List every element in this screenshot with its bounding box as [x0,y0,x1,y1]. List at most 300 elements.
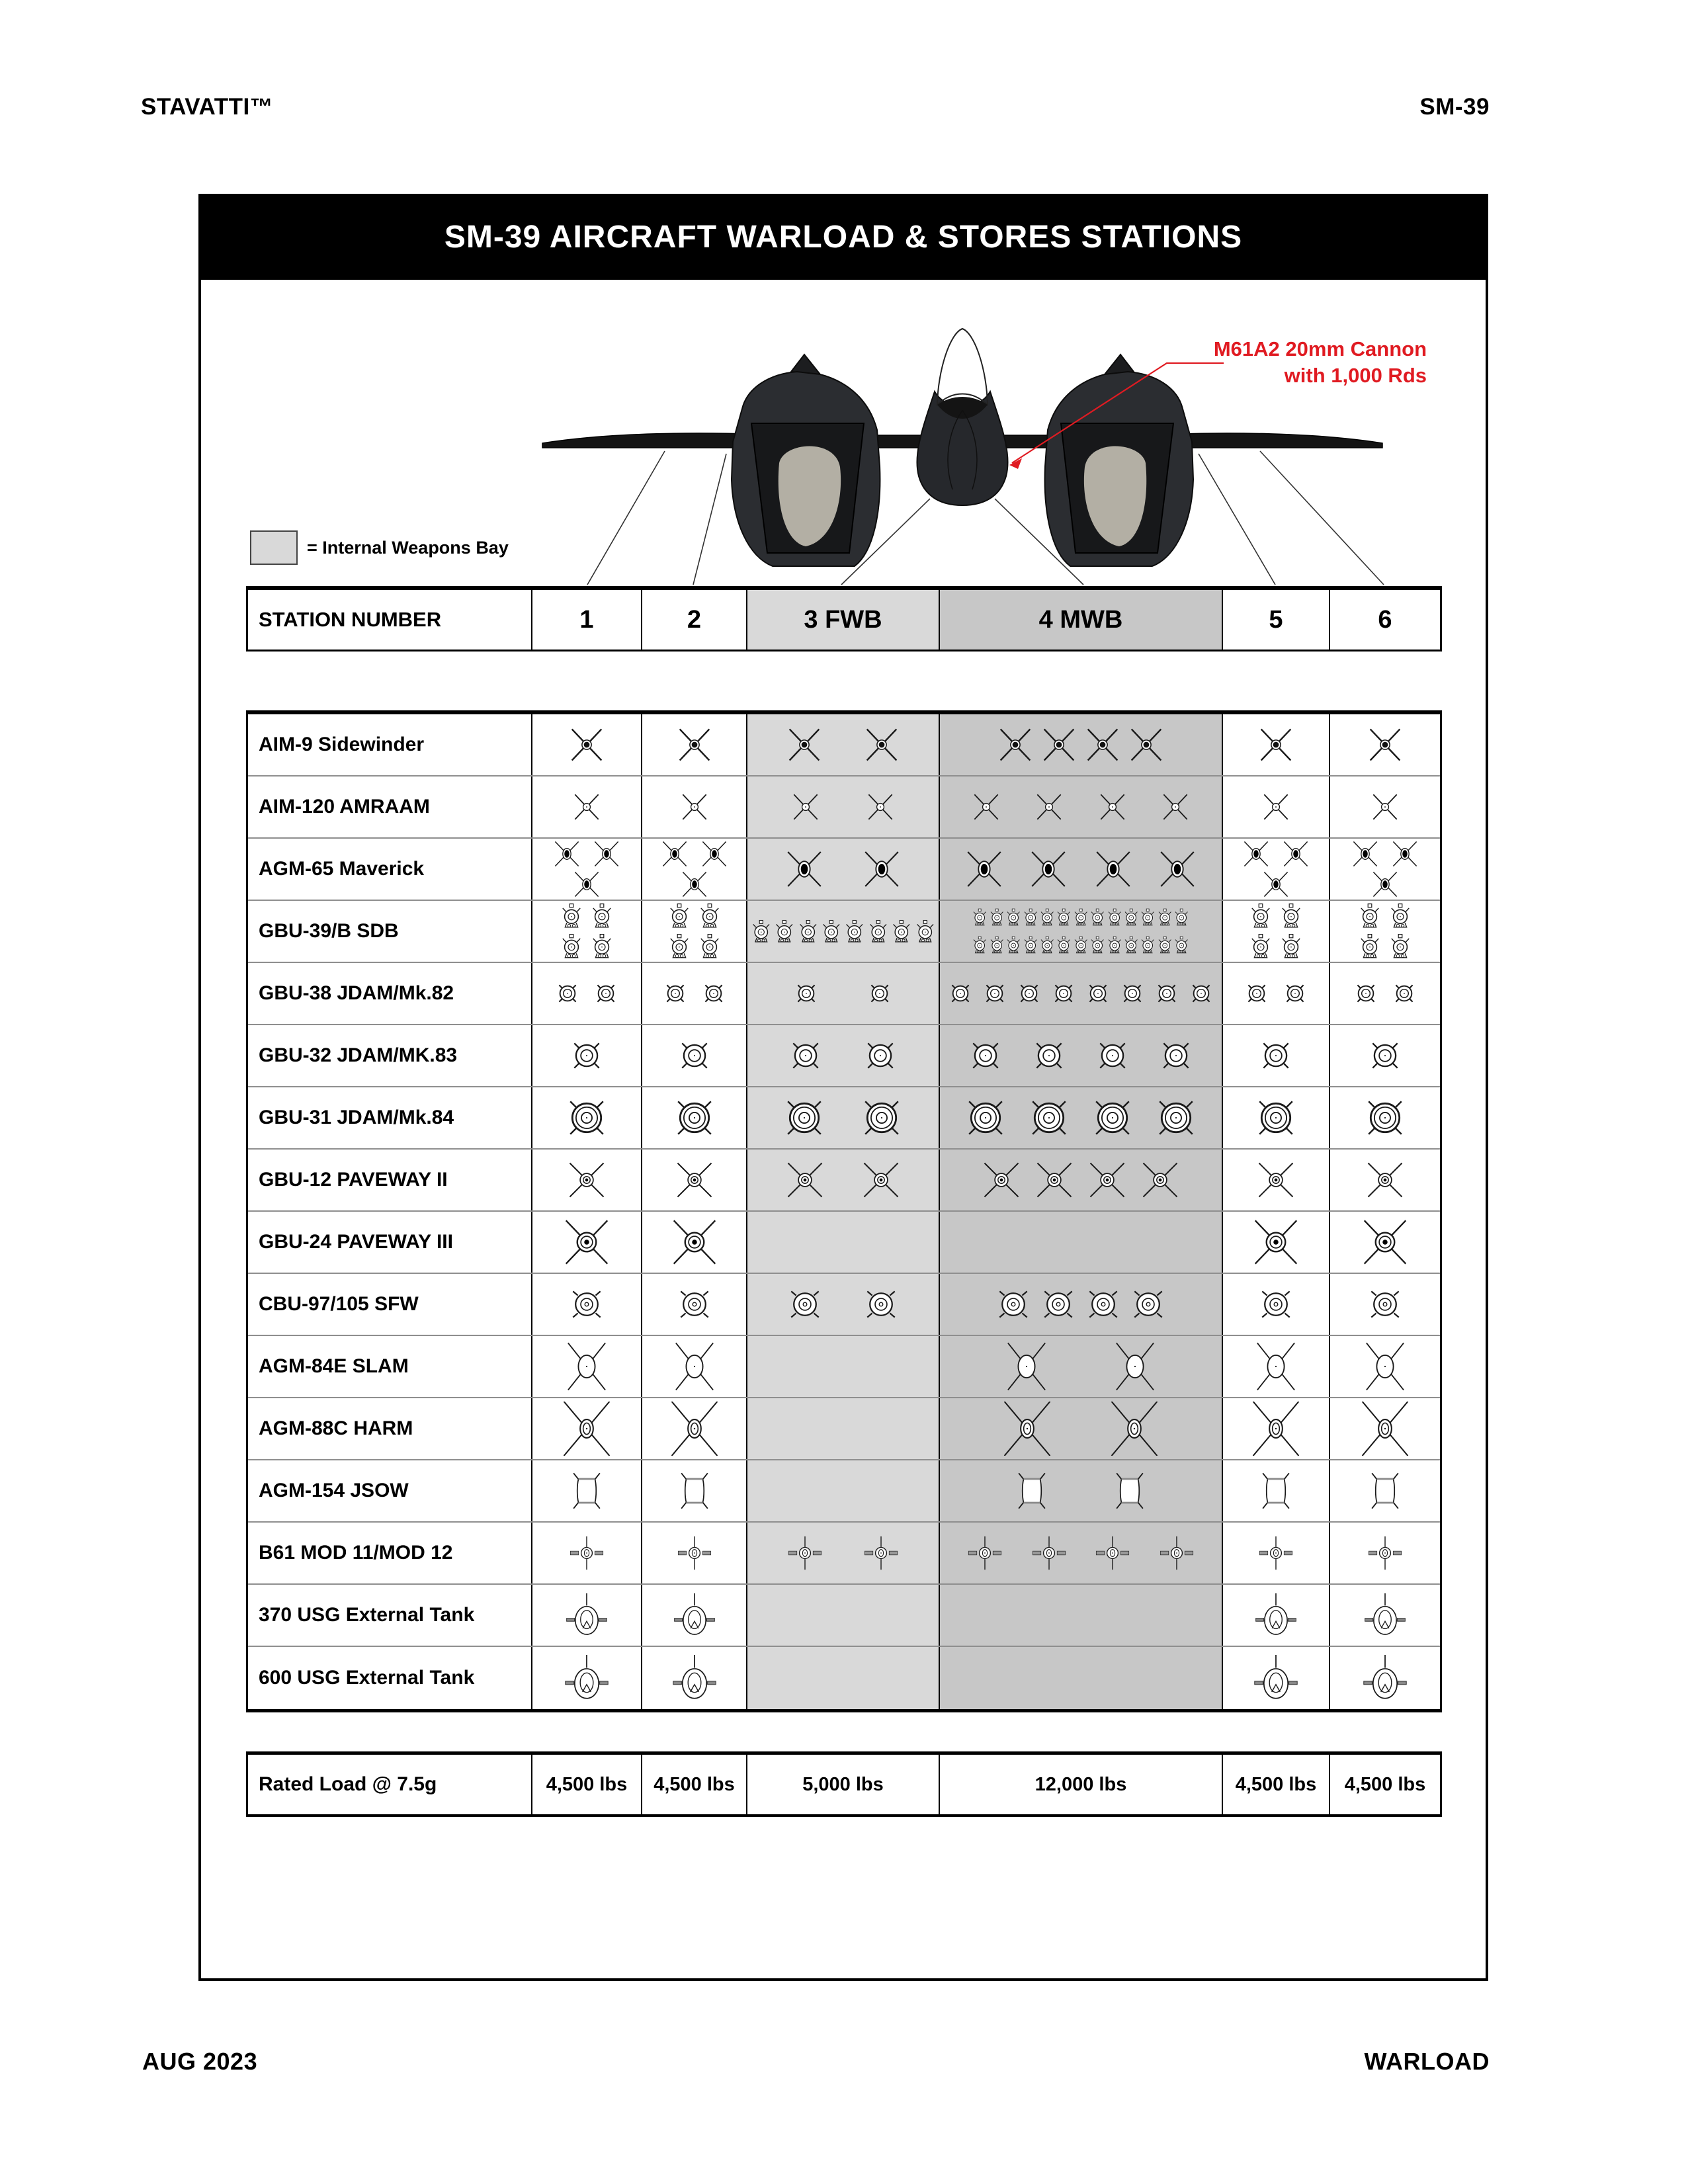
b61-icon [568,1534,605,1572]
gbu31-icon [861,1097,902,1138]
agm88-icon [560,1402,614,1456]
gbu12-icon [1035,1161,1074,1199]
gbu39-icon [591,903,612,929]
station-cell [532,963,642,1024]
gbu12-icon [1141,1161,1179,1199]
cbu97-icon [863,1286,900,1323]
station-cell [1330,901,1440,962]
aim120-icon [1032,790,1066,824]
weapon-row [248,1523,1440,1585]
station-cell-6: 6 [1330,590,1440,650]
agm65-icon [1157,849,1198,890]
weapon-label: GBU-39/B SDB [248,901,532,962]
icon-subrow [572,870,601,899]
agm154-icon [566,1470,607,1511]
station-cell [940,1398,1223,1459]
icon-subrow [1250,903,1302,929]
station-cell [1223,714,1330,775]
aim120-icon [1095,790,1130,824]
station-cell-2: 2 [642,590,747,650]
cbu97-icon [1367,1286,1404,1323]
station-number-label: STATION NUMBER [248,590,532,650]
station-cell [1330,1336,1440,1397]
icon-subrow [561,903,612,929]
station-cell [940,1150,1223,1210]
station-cell [642,1274,747,1335]
gbu39-icon [892,919,911,944]
station-cell [532,1398,642,1459]
tank370-icon [1363,1593,1407,1637]
station-cell [747,1398,940,1459]
station-cell [532,1150,642,1210]
gbu38-icon [866,980,894,1007]
gbu31-icon [566,1097,607,1138]
weapon-row [248,714,1440,777]
agm84-icon [1111,1342,1160,1391]
gbu39-icon [1281,903,1302,929]
gbu38-icon [792,980,820,1007]
icon-subrow [669,933,720,960]
tank370-icon [565,1593,609,1637]
agm88-icon [1107,1402,1161,1456]
agm154-icon [1109,1470,1150,1511]
aim120-icon [1368,790,1402,824]
station-cell [532,1523,642,1583]
gbu39-icon [669,903,690,929]
station-cell [532,1025,642,1086]
station-cell [1330,1212,1440,1273]
rated-load-label: Rated Load @ 7.5g [248,1755,532,1814]
station-cell [747,1025,940,1086]
agm88-icon [1000,1402,1054,1456]
agm65-icon [700,839,729,868]
b61-icon [1257,1534,1294,1572]
station-cell [747,1336,940,1397]
station-cell [1223,1647,1330,1709]
gbu31-icon [965,1097,1006,1138]
station-cell [940,1585,1223,1646]
rated-load-value: 4,500 lbs [532,1755,642,1814]
icon-subrow [1351,839,1419,868]
gbu39-icon [1056,936,1071,954]
station-cell [642,1336,747,1397]
station-cell [1330,1585,1440,1646]
gbu12-icon [862,1161,900,1199]
gbu31-icon [1365,1097,1406,1138]
station-cell [1223,1212,1330,1273]
weapon-label: 370 USG External Tank [248,1585,532,1646]
station-cell [940,1647,1223,1709]
rated-load-value: 12,000 lbs [940,1755,1223,1814]
gbu38-icon [1352,980,1380,1007]
agm84-icon [1361,1342,1410,1391]
station-cell-4: 4 MWB [940,590,1223,650]
gbu39-icon [1074,936,1088,954]
station-cell [1330,1460,1440,1521]
rated-load-value: 4,500 lbs [642,1755,747,1814]
gbu31-icon [1156,1097,1197,1138]
weapon-label: AGM-84E SLAM [248,1336,532,1397]
tank370-icon [1254,1593,1298,1637]
agm65-icon [1028,849,1069,890]
station-cell [1223,839,1330,900]
agm88-icon [667,1402,722,1456]
station-cell [1330,963,1440,1024]
weapon-label: AGM-154 JSOW [248,1460,532,1521]
gbu39-icon [990,936,1004,954]
weapon-row [248,1336,1440,1398]
station-cell [1330,1025,1440,1086]
gbu39-icon [1158,908,1172,927]
gbu38-icon [947,980,974,1007]
station-cell [532,1274,642,1335]
weapon-row [248,1212,1440,1274]
station-cell [642,714,747,775]
station-cell [1330,1523,1440,1583]
weapon-row [248,839,1440,901]
weapon-label: B61 MOD 11/MOD 12 [248,1523,532,1583]
station-cell [1330,1087,1440,1148]
station-cell [940,963,1223,1024]
weapon-row [248,901,1440,963]
gbu12-icon [1366,1161,1404,1199]
agm65-icon [1371,870,1400,899]
gbu38-icon [1281,980,1309,1007]
gbu38-icon [1015,980,1043,1007]
gbu31-icon [784,1097,825,1138]
icon-subrow [669,903,720,929]
station-cell [1223,1585,1330,1646]
aim120-icon [570,790,604,824]
station-cell [747,1585,940,1646]
station-cell [642,1460,747,1521]
station-cell [940,1460,1223,1521]
footer-doc-title: WARLOAD [1364,2048,1490,2075]
station-cell [940,714,1223,775]
station-cell [1330,1647,1440,1709]
tank600-icon [564,1655,610,1701]
gbu39-icon [1140,936,1155,954]
weapon-row [248,1460,1440,1523]
gbu39-icon [751,919,771,944]
weapon-row [248,963,1440,1025]
gbu39-icon [915,919,935,944]
gbu24-icon [1253,1220,1298,1265]
station-cell [1330,714,1440,775]
aim120-icon [1259,790,1293,824]
agm84-icon [1002,1342,1051,1391]
station-cell [1330,839,1440,900]
gbu39-icon [1174,936,1189,954]
agm154-icon [1365,1470,1406,1511]
agm65-icon [660,839,689,868]
gbu39-icon [798,919,818,944]
aim9-icon [566,724,607,765]
gbu12-icon [982,1161,1021,1199]
station-cell [642,839,747,900]
gbu38-icon [592,980,620,1007]
cbu97-icon [568,1286,605,1323]
agm84-icon [1251,1342,1300,1391]
b61-icon [1094,1534,1131,1572]
gbu32-icon [1159,1038,1193,1073]
icon-subrow [1359,903,1411,929]
gbu39-icon [972,936,987,954]
station-cell [940,1025,1223,1086]
station-cell [1223,1460,1330,1521]
station-cell [642,777,747,837]
station-cell [642,1398,747,1459]
gbu12-icon [1088,1161,1126,1199]
station-cell [1223,963,1330,1024]
gbu39-icon [1390,903,1411,929]
weapon-label: 600 USG External Tank [248,1647,532,1709]
rated-load-value: 4,500 lbs [1223,1755,1330,1814]
rated-load-value: 5,000 lbs [747,1755,940,1814]
gbu39-icon [1090,936,1105,954]
aim9-icon [995,724,1036,765]
weapon-label: AGM-65 Maverick [248,839,532,900]
station-cell-3: 3 FWB [747,590,940,650]
station-cell [747,901,940,962]
tank600-icon [671,1655,718,1701]
rated-load-table [246,1751,1442,1817]
station-cell [940,1087,1223,1148]
gbu39-icon [1359,933,1380,960]
station-cell [532,1460,642,1521]
station-cell [747,963,940,1024]
weapon-label: GBU-31 JDAM/Mk.84 [248,1087,532,1148]
cbu97-icon [1085,1286,1122,1323]
footer-date: AUG 2023 [142,2048,258,2075]
aim120-icon [1158,790,1193,824]
gbu39-icon [1124,936,1138,954]
aim9-icon [1038,724,1079,765]
station-cell [940,839,1223,900]
gbu38-icon [1243,980,1271,1007]
gbu39-icon [1023,936,1038,954]
icon-subrow [972,908,1189,927]
gbu39-icon [868,919,888,944]
weapon-label: AIM-9 Sidewinder [248,714,532,775]
aim9-icon [1082,724,1123,765]
gbu38-icon [1084,980,1112,1007]
agm154-icon [674,1470,715,1511]
gbu38-icon [700,980,728,1007]
gbu39-icon [990,908,1004,927]
b61-icon [863,1534,900,1572]
station-cell [532,1087,642,1148]
station-cell [642,1585,747,1646]
gbu39-icon [845,919,865,944]
gbu39-icon [1281,933,1302,960]
agm65-icon [1261,870,1290,899]
gbu38-icon [554,980,581,1007]
gbu38-icon [661,980,689,1007]
agm65-icon [1351,839,1380,868]
station-cell [532,1212,642,1273]
station-cell [940,777,1223,837]
station-cell [532,1647,642,1709]
aim9-icon [1255,724,1296,765]
gbu39-icon [699,933,720,960]
weapon-label: AGM-88C HARM [248,1398,532,1459]
cbu97-icon [995,1286,1032,1323]
weapons-table [246,710,1442,1712]
gbu39-icon [1359,903,1380,929]
gbu32-icon [863,1038,898,1073]
agm65-icon [1242,839,1271,868]
station-cell [532,1336,642,1397]
icon-subrow [1359,933,1411,960]
agm65-icon [680,870,709,899]
station-cell [1330,777,1440,837]
station-cell [642,1025,747,1086]
icon-subrow [972,936,1189,954]
internal-weapons-bay-swatch [250,530,298,565]
gbu12-icon [675,1161,714,1199]
weapon-row [248,1647,1440,1709]
station-cell-1: 1 [532,590,642,650]
weapon-row [248,1025,1440,1087]
cbu97-icon [676,1286,713,1323]
station-cell [940,1212,1223,1273]
rated-load-value: 4,500 lbs [1344,1773,1426,1795]
weapon-label: AIM-120 AMRAAM [248,777,532,837]
aim9-icon [784,724,825,765]
agm65-icon [572,870,601,899]
aim120-icon [677,790,712,824]
icon-subrow [1371,870,1400,899]
tank600-icon [1362,1655,1408,1701]
gbu39-icon [669,933,690,960]
aim9-icon [861,724,902,765]
agm65-icon [1281,839,1310,868]
icon-subrow [1261,870,1290,899]
station-cell [532,839,642,900]
model-number: SM-39 [1419,94,1490,120]
weapon-label: GBU-32 JDAM/MK.83 [248,1025,532,1086]
gbu39-icon [1250,933,1271,960]
brand-name: STAVATTI™ [141,94,274,120]
title-banner [198,194,1488,280]
aim120-icon [969,790,1003,824]
station-cell [1330,1398,1440,1459]
gbu24-icon [1363,1220,1408,1265]
gbu39-icon [1056,908,1071,927]
icon-subrow [1250,933,1302,960]
weapon-label: CBU-97/105 SFW [248,1274,532,1335]
station-cell [1223,777,1330,837]
station-cell [747,1087,940,1148]
gbu31-icon [674,1097,715,1138]
gbu38-icon [1187,980,1215,1007]
gbu39-icon [1390,933,1411,960]
aim9-icon [1126,724,1167,765]
page-title: SM-39 AIRCRAFT WARLOAD & STORES STATIONS [444,219,1243,255]
station-cell [1223,1523,1330,1583]
station-cell [940,1523,1223,1583]
gbu24-icon [564,1220,609,1265]
agm84-icon [670,1342,719,1391]
aim120-icon [788,790,823,824]
gbu38-icon [1050,980,1077,1007]
cbu97-icon [1130,1286,1167,1323]
station-cell [940,901,1223,962]
station-cell [747,777,940,837]
gbu38-icon [1390,980,1418,1007]
gbu39-icon [561,903,582,929]
cannon-annotation-line1: M61A2 20mm Cannon [1213,337,1427,360]
station-cell [532,777,642,837]
b61-icon [1158,1534,1195,1572]
weapon-label: GBU-38 JDAM/Mk.82 [248,963,532,1024]
cbu97-icon [1040,1286,1077,1323]
gbu32-icon [1259,1038,1293,1073]
weapon-row [248,777,1440,839]
station-cell [747,1647,940,1709]
station-cell [747,714,940,775]
gbu32-icon [1032,1038,1066,1073]
icon-subrow [660,839,729,868]
station-cell [1223,1398,1330,1459]
station-cell [642,963,747,1024]
gbu38-icon [981,980,1009,1007]
gbu24-icon [672,1220,717,1265]
agm65-icon [784,849,825,890]
station-cell [747,1460,940,1521]
gbu32-icon [1095,1038,1130,1073]
station-cell [1330,1274,1440,1335]
agm154-icon [1011,1470,1052,1511]
gbu31-icon [1255,1097,1296,1138]
cbu97-icon [786,1286,823,1323]
gbu31-icon [1092,1097,1133,1138]
gbu39-icon [775,919,794,944]
station-cell [1223,1336,1330,1397]
gbu12-icon [1257,1161,1295,1199]
gbu38-icon [1153,980,1181,1007]
weapon-row [248,1150,1440,1212]
station-cell [1223,1087,1330,1148]
agm65-icon [1390,839,1419,868]
gbu39-icon [1140,908,1155,927]
station-cell [940,1274,1223,1335]
icon-subrow [561,933,612,960]
gbu32-icon [968,1038,1003,1073]
station-number-table [246,586,1442,651]
agm65-icon [1093,849,1134,890]
gbu39-icon [561,933,582,960]
weapon-label: GBU-24 PAVEWAY III [248,1212,532,1273]
gbu39-icon [1006,908,1021,927]
b61-icon [1031,1534,1068,1572]
station-cell [642,1212,747,1273]
station-cell [1223,1150,1330,1210]
station-cell [532,1585,642,1646]
gbu39-icon [1107,936,1122,954]
tank370-icon [673,1593,716,1637]
station-cell [642,1647,747,1709]
station-cell [642,901,747,962]
weapon-row [248,1398,1440,1460]
b61-icon [676,1534,713,1572]
station-cell [532,714,642,775]
agm65-icon [861,849,902,890]
gbu39-icon [1040,908,1054,927]
gbu39-icon [1107,908,1122,927]
station-cell [642,1523,747,1583]
